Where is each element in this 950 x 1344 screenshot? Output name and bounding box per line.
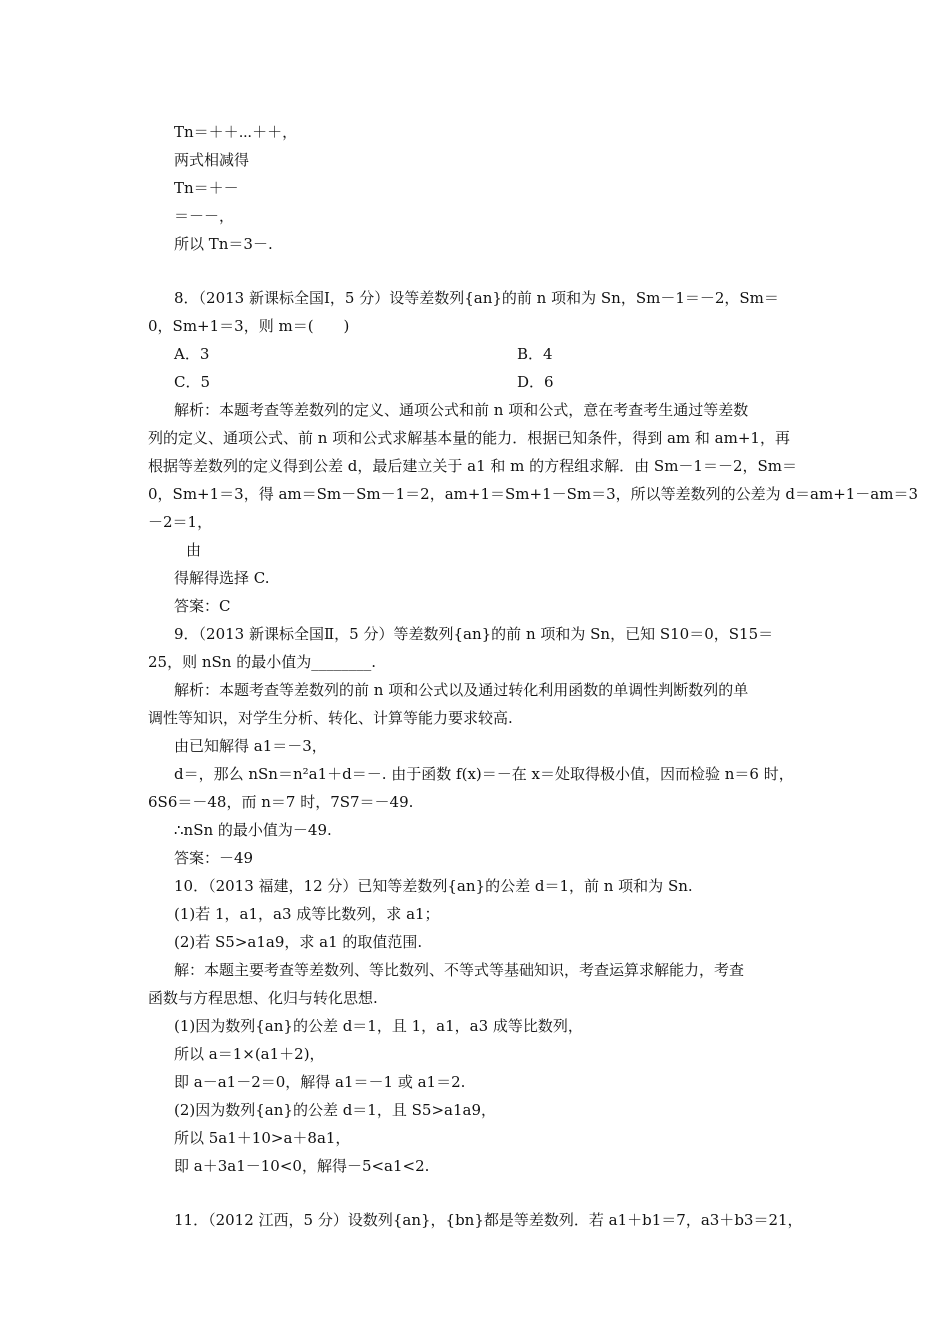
- text-line: 解析：本题考查等差数列的定义、通项公式和前 n 项和公式，意在考查考生通过等差数: [174, 401, 749, 419]
- text-line: (1)因为数列{an}的公差 d＝1，且 1，a1，a3 成等比数列，: [174, 1017, 583, 1035]
- text-line: 所以 5a1＋10>a＋8a1，: [174, 1129, 351, 1147]
- text-line: 由已知解得 a1＝－3，: [174, 737, 327, 755]
- text-line: Tn＝＋＋⋯＋＋，: [174, 123, 298, 141]
- text-line: 即 a－a1－2＝0，解得 a1＝－1 或 a1＝2.: [174, 1073, 466, 1091]
- text-line: 解析：本题考查等差数列的前 n 项和公式以及通过转化利用函数的单调性判断数列的单: [174, 681, 749, 699]
- option-c: C．5: [174, 373, 211, 391]
- answer-8: 答案：C: [174, 597, 231, 615]
- option-d: D．6: [517, 373, 554, 391]
- question-9-stem: 9．（2013 新课标全国Ⅱ，5 分）等差数列{an}的前 n 项和为 Sn，已知 S10＝0，S15＝: [174, 625, 774, 643]
- text-line: 所以 a＝1×(a1＋2)，: [174, 1045, 325, 1063]
- text-line: (2)因为数列{an}的公差 d＝1，且 S5>a1a9，: [174, 1101, 496, 1119]
- text-line: 0，Sm+1＝3，得 am＝Sm－Sm－1＝2，am+1＝Sm+1－Sm＝3，所以等差数列的公差为 d＝am+1－am＝3: [148, 485, 919, 503]
- question-10-stem: 10．（2013 福建，12 分）已知等差数列{an}的公差 d＝1，前 n 项和为 Sn.: [174, 877, 693, 895]
- text-line: 所以 Tn＝3－.: [174, 235, 273, 253]
- text-line: d＝，那么 nSn＝n²a1＋d＝－. 由于函数 f(x)＝－在 x＝处取得极小值，因而检验 n＝6 时，: [174, 765, 794, 783]
- text-line: 0，Sm+1＝3，则 m＝( ): [148, 317, 350, 335]
- text-line: (1)若 1，a1，a3 成等比数列，求 a1；: [174, 905, 440, 923]
- text-line: 解：本题主要考查等差数列、等比数列、不等式等基础知识，考查运算求解能力，考查: [174, 961, 745, 979]
- text-line: 由: [186, 541, 202, 559]
- text-line: 列的定义、通项公式、前 n 项和公式求解基本量的能力．根据已知条件，得到 am 和 am+1，再: [148, 429, 790, 447]
- question-11-stem: 11．（2012 江西，5 分）设数列{an}，{bn}都是等差数列．若 a1＋b1＝7，a3＋b3＝21，: [174, 1211, 803, 1229]
- text-line: ＝－－，: [174, 207, 235, 225]
- option-a: A．3: [174, 345, 210, 363]
- text-line: (2)若 S5>a1a9，求 a1 的取值范围.: [174, 933, 423, 951]
- text-line: 函数与方程思想、化归与转化思想.: [148, 989, 378, 1007]
- text-line: 6S6＝－48，而 n＝7 时，7S7＝－49.: [148, 793, 414, 811]
- text-line: 得解得选择 C.: [174, 569, 270, 587]
- text-line: ∴nSn 的最小值为－49.: [174, 821, 332, 839]
- text-line: －2＝1，: [148, 513, 213, 531]
- text-line: 即 a＋3a1－10<0，解得－5<a1<2.: [174, 1157, 430, 1175]
- text-line: 调性等知识，对学生分析、转化、计算等能力要求较高.: [148, 709, 513, 727]
- text-line: 25，则 nSn 的最小值为________.: [148, 653, 376, 671]
- text-line: Tn＝＋－: [174, 179, 239, 197]
- answer-9: 答案：－49: [174, 849, 254, 867]
- text-line: 两式相减得: [174, 151, 250, 169]
- question-8-stem: 8．（2013 新课标全国Ⅰ，5 分）设等差数列{an}的前 n 项和为 Sn，Sm－1＝－2，Sm＝: [174, 289, 779, 307]
- option-b: B．4: [517, 345, 553, 363]
- text-line: 根据等差数列的定义得到公差 d，最后建立关于 a1 和 m 的方程组求解．由 Sm－1＝－2，Sm＝: [148, 457, 798, 475]
